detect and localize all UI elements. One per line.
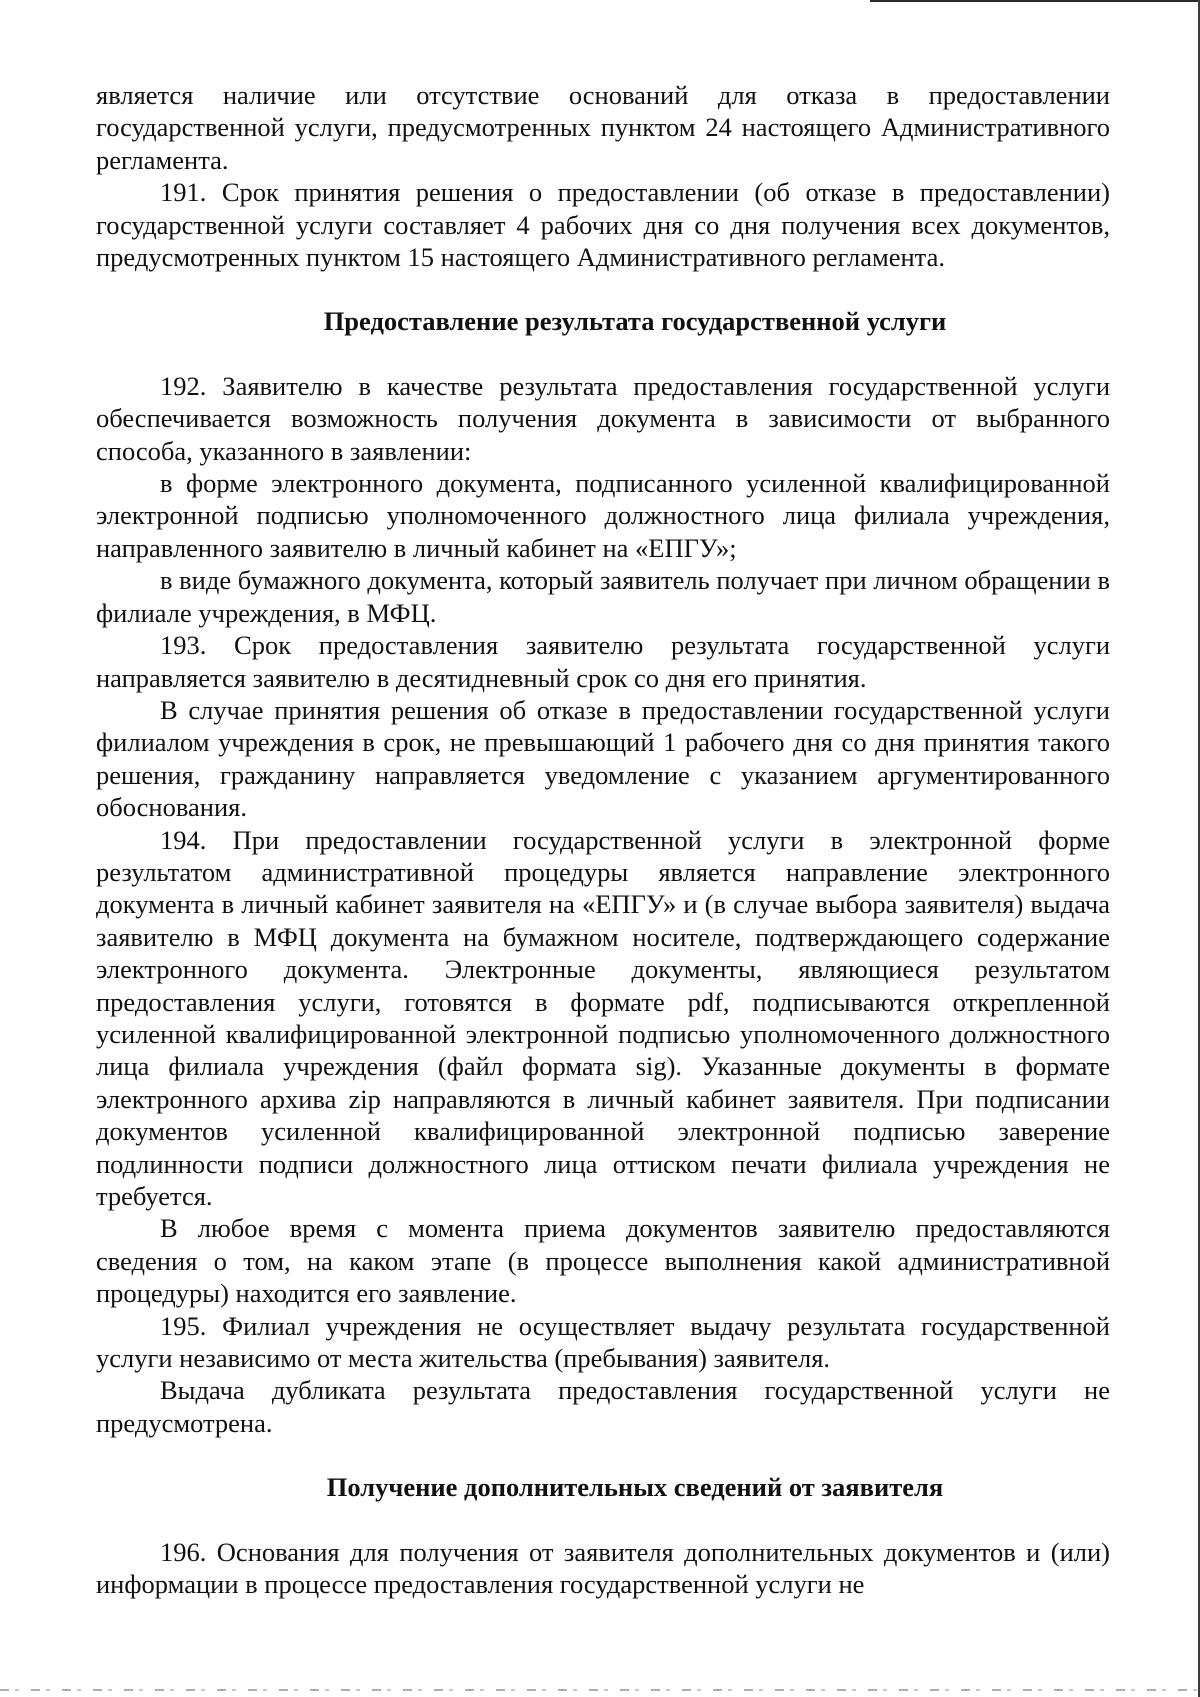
section-heading: Предоставление результата государственной услуги (323, 306, 947, 337)
paragraph-191: 191. Срок принятия решения о предоставлении (об отказе в предоставлении) государственной услуги составляет 4 рабочих дня со дня получения всех документов, предусмотренных пунктом 15 настоящего Административного регламента. (96, 177, 1110, 273)
paragraph: В случае принятия решения об отказе в предоставлении государственной услуги филиалом учреждения в срок, не превышающий 1 рабочего дня со дня принятия такого решения, гражданину направляется уведомление с указанием аргументированного обоснования. (96, 694, 1110, 823)
scan-edge-top (870, 0, 1200, 2)
paragraph-193: 193. Срок предоставления заявителю результата государственной услуги направляется заявителю в десятидневный срок со дня его принятия. (96, 630, 1110, 693)
section-heading: Получение дополнительных сведений от заявителя (326, 1472, 944, 1503)
paragraph: является наличие или отсутствие оснований для отказа в предоставлении государственной услуги, предусмотренных пунктом 24 настоящего Административного регламента. (96, 80, 1110, 175)
paragraph: Выдача дубликата результата предоставления государственной услуги не предусмотрена. (96, 1375, 1110, 1438)
scan-edge-bottom (0, 1689, 1200, 1691)
paragraph-item: в форме электронного документа, подписанного усиленной квалифицированной электронной подписью уполномоченного должностного лица филиала учреждения, направленного заявителю в личный кабинет на «ЕПГУ»; (96, 468, 1110, 563)
paragraph: В любое время с момента приема документов заявителю предоставляются сведения о том, на каком этапе (в процессе выполнения какой административной процедуры) находится его заявление. (96, 1213, 1110, 1309)
paragraph-194: 194. При предоставлении государственной услуги в электронной форме результатом административной процедуры является направление электронного документа в личный кабинет заявителя на «ЕПГУ» и (в случае выбора заявителя) выдача заявителю в МФЦ документа на бумажном носителе, подтверждающего содержание электронного документа. Электронные документы, являющиеся результатом предоставления услуги, готовятся в формате pdf, подписываются открепленной усиленной квалифицированной электронной подписью уполномоченного должностного лица филиала учреждения (файл формата sig). Указанные документы в формате электронного архива zip направляются в личный кабинет заявителя. При подписании документов усиленной квалифицированной электронной подписью заверение подлинности подписи должностного лица оттиском печати филиала учреждения не требуется. (96, 824, 1110, 1211)
paragraph-195: 195. Филиал учреждения не осуществляет выдачу результата государственной услуги независимо от места жительства (пребывания) заявителя. (96, 1310, 1110, 1374)
paragraph-196: 196. Основания для получения от заявителя дополнительных документов и (или) информации в процессе предоставления государственной услуги не (96, 1536, 1110, 1600)
paragraph-192: 192. Заявителю в качестве результата предоставления государственной услуги обеспечивается возможность получения документа в зависимости от выбранного способа, указанного в заявлении: (96, 370, 1110, 466)
paragraph-item: в виде бумажного документа, который заявитель получает при личном обращении в филиале учреждения, в МФЦ. (96, 565, 1110, 628)
document-body (96, 79, 1110, 1600)
